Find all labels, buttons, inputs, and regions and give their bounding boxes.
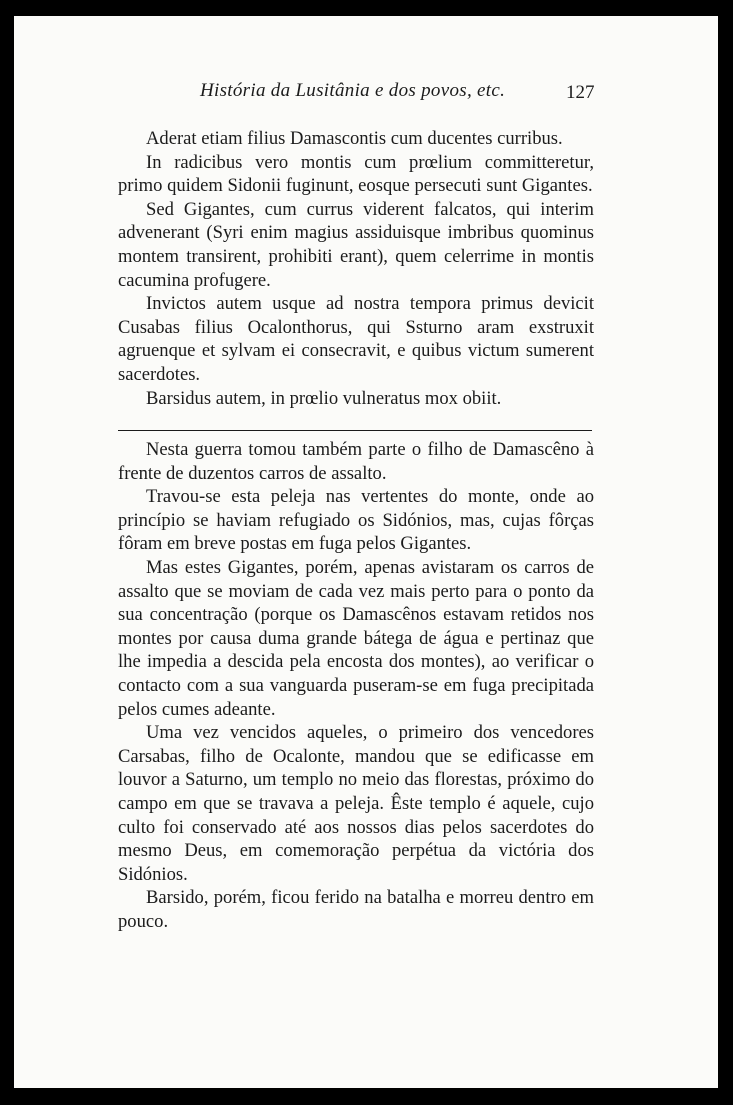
latin-text	[118, 127, 594, 410]
portuguese-paragraph: Travou-se esta peleja nas vertentes do monte, onde ao princípio se haviam refugiado os Sidónios, mas, cujas fôrças fôram em breve postas em fuga pelos Gigantes.	[118, 486, 594, 555]
latin-paragraph: Barsidus autem, in prœlio vulneratus mox obiit.	[146, 387, 502, 409]
latin-paragraph: Aderat etiam filius Damascontis cum ducentes curribus.	[146, 128, 563, 149]
latin-paragraph: Sed Gigantes, cum currus viderent falcatos, qui interim advenerant (Syri enim magius assiduisque imbribus quominus montem transirent, prohibiti erant), quem celerrime in montis cacumina profugere.	[118, 198, 594, 291]
page-number: 127	[566, 82, 595, 103]
portuguese-paragraph: Uma vez vencidos aqueles, o primeiro dos vencedores Carsabas, filho de Ocalonte, mandou que se edificasse em louvor a Saturno, um templo no meio das florestas, próximo do campo em que se travava a peleja. Êste templo é aquele, cujo culto foi conservado até aos nossos dias pelos sacerdotes do mesmo Deus, em comemoração perpétua da victória dos Sidónios.	[118, 722, 594, 885]
book-page	[14, 16, 718, 1088]
portuguese-text	[118, 438, 594, 933]
portuguese-paragraph: Nesta guerra tomou também parte o filho de Damascêno à frente de duzentos carros de assalto.	[118, 439, 594, 484]
portuguese-paragraph: Barsido, porém, ficou ferido na batalha e morreu dentro em pouco.	[118, 887, 594, 932]
latin-paragraph: In radicibus vero montis cum prœlium committeretur, primo quidem Sidonii fuginunt, eosque persecuti sunt Gigantes.	[118, 151, 594, 197]
running-title: História da Lusitânia e dos povos, etc.	[200, 80, 506, 101]
latin-paragraph: Invictos autem usque ad nostra tempora primus devicit Cusabas filius Ocalonthorus, qui Ssturno aram exstruxit agruenque et sylvam ei consecravit, e quibus victum sumerent sacerdotes.	[118, 293, 594, 385]
section-divider	[118, 430, 592, 431]
portuguese-paragraph: Mas estes Gigantes, porém, apenas avistaram os carros de assalto que se moviam de cada vez mais perto para o ponto da sua concentração (porque os Damascênos estavam retidos nos montes por causa duma grande bátega de água e pertinaz que lhe impedia a descida pela encosta dos montes), ao verificar o contacto com a sua vanguarda puseram-se em fuga precipitada pelos cumes adeante.	[118, 556, 594, 720]
running-header	[132, 80, 718, 110]
